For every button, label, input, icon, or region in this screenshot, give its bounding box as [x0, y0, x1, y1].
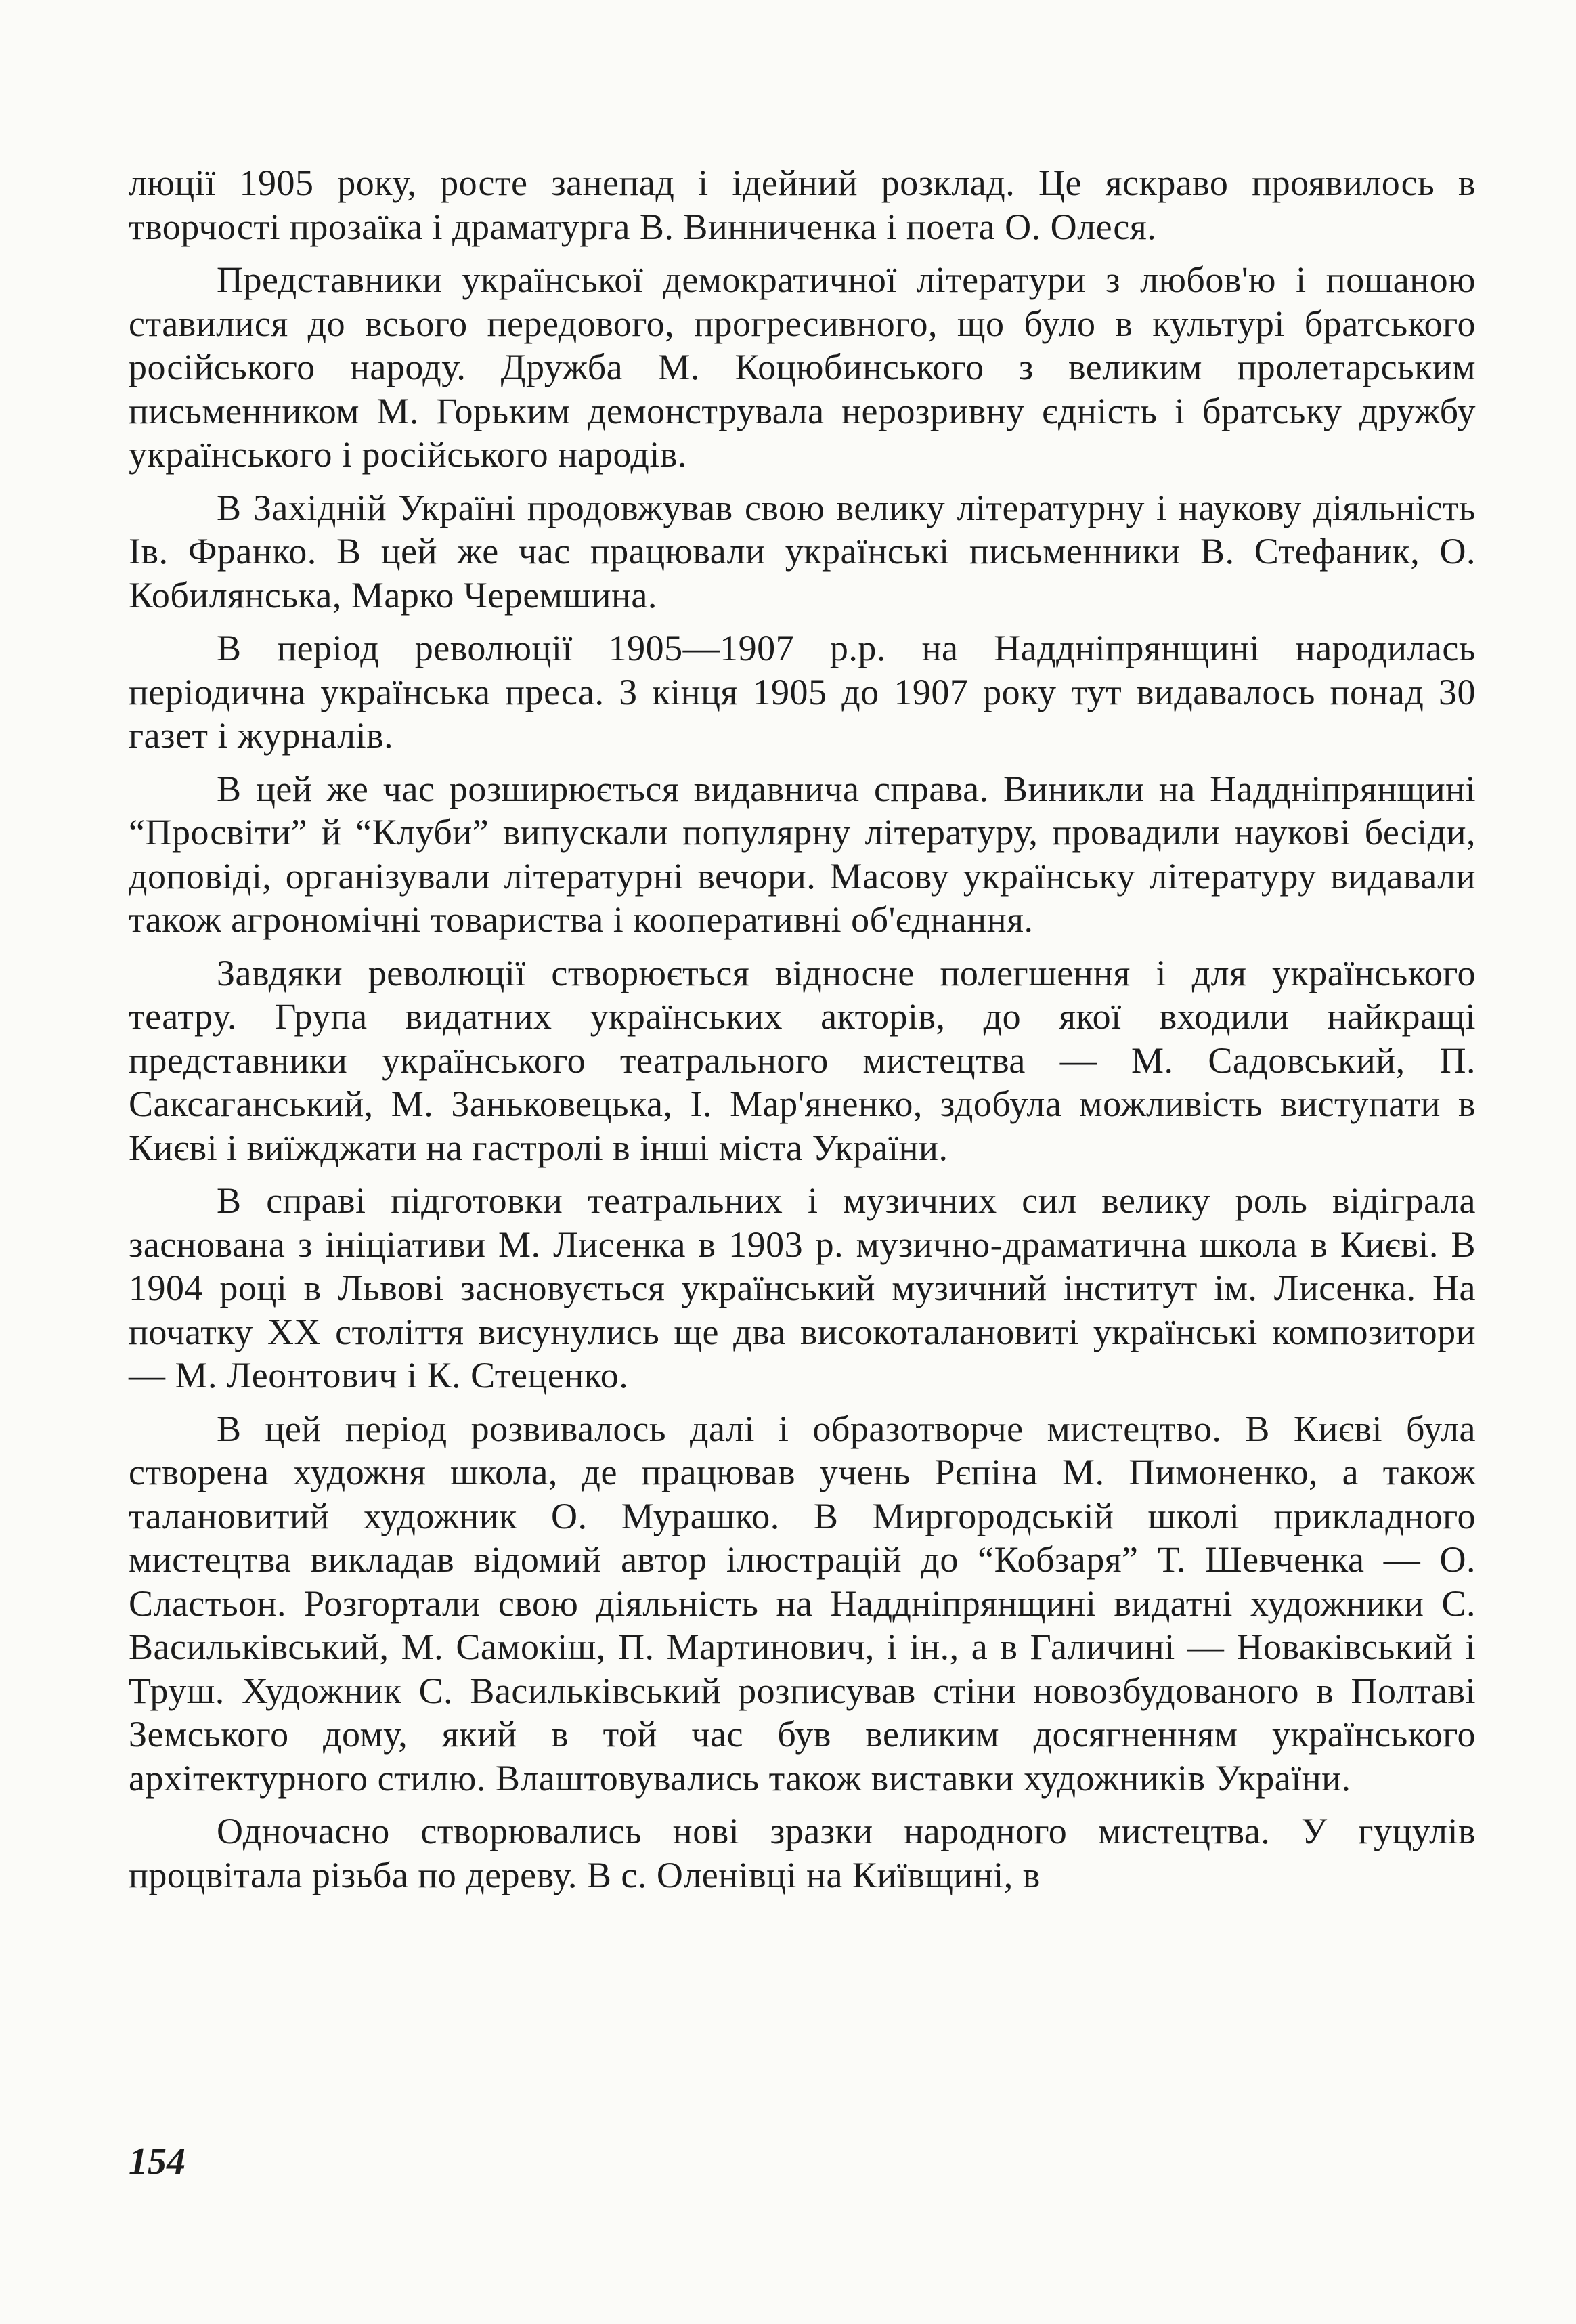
paragraph: Представники української демократичної літератури з любов'ю і пошаною ставилися до всього передового, прогресивного, що було в культурі братського російського народу. Дружба М. Коцюбинського з великим пролетарським письменником М. Горьким демонструвала нерозривну єдність і братську дружбу українського і російського народів.	[129, 259, 1476, 475]
paragraph: В цей же час розширюється видавнича справа. Виникли на Наддніпрянщині “Просвіти” й “Клуби” випускали популярну літературу, провадили наукові бесіди, доповіді, організували літературні вечори. Масову українську літературу видавали також агрономічні товариства і кооперативні об'єднання.	[129, 768, 1476, 940]
page-number: 154	[129, 2140, 185, 2182]
paragraph: Завдяки революції створюється відносне полегшення і для українського театру. Група видатних українських акторів, до якої входили найкращі представники українського театрального мистецтва — М. Садовський, П. Саксаганський, М. Заньковецька, І. Мар'яненко, здобула можливість виступати в Києві і виїжджати на гастролі в інші міста України.	[129, 952, 1476, 1168]
paragraph: В цей період розвивалось далі і образотворче мистецтво. В Києві була створена художня школа, де працював учень Рєпіна М. Пимоненко, а також талановитий художник О. Мурашко. В Миргородській школі прикладного мистецтва викладав відомий автор ілюстрацій до “Кобзаря” Т. Шевченка — О. Сластьон. Розгортали свою діяльність на Наддніпрянщині видатні художники С. Васильківський, М. Самокіш, П. Мартинович, і ін., а в Галичині — Новаківський і Труш. Художник С. Васильківський розписував стіни новозбудованого в Полтаві Земського дому, який в той час був великим досягненням українського архітектурного стилю. Влаштовувались також виставки художників України.	[129, 1408, 1476, 1799]
paragraph: В справі підготовки театральних і музичних сил велику роль відіграла заснована з ініціативи М. Лисенка в 1903 р. музично-драматична школа в Києві. В 1904 році в Львові засновується український музичний інститут ім. Лисенка. На початку XX століття висунулись ще два високоталановиті українські композитори — М. Леонтович і К. Стеценко.	[129, 1180, 1476, 1396]
paragraph: люції 1905 року, росте занепад і ідейний розклад. Це яскраво проявилось в творчості прозаїка і драматурга В. Винниченка і поета О. Олеся.	[129, 163, 1476, 247]
body-text	[129, 161, 1476, 1906]
paragraph: В Західній Україні продовжував свою велику літературну і наукову діяльність Ів. Франко. В цей же час працювали українські письменники В. Стефаник, О. Кобилянська, Марко Черемшина.	[129, 487, 1476, 616]
paragraph: В період революції 1905—1907 р.р. на Наддніпрянщині народилась періодична українська преса. З кінця 1905 до 1907 року тут видавалось понад 30 газет і журналів.	[129, 628, 1476, 756]
paragraph: Одночасно створювались нові зразки народного мистецтва. У гуцулів процвітала різьба по дереву. В с. Оленівці на Київщині, в	[129, 1811, 1476, 1895]
